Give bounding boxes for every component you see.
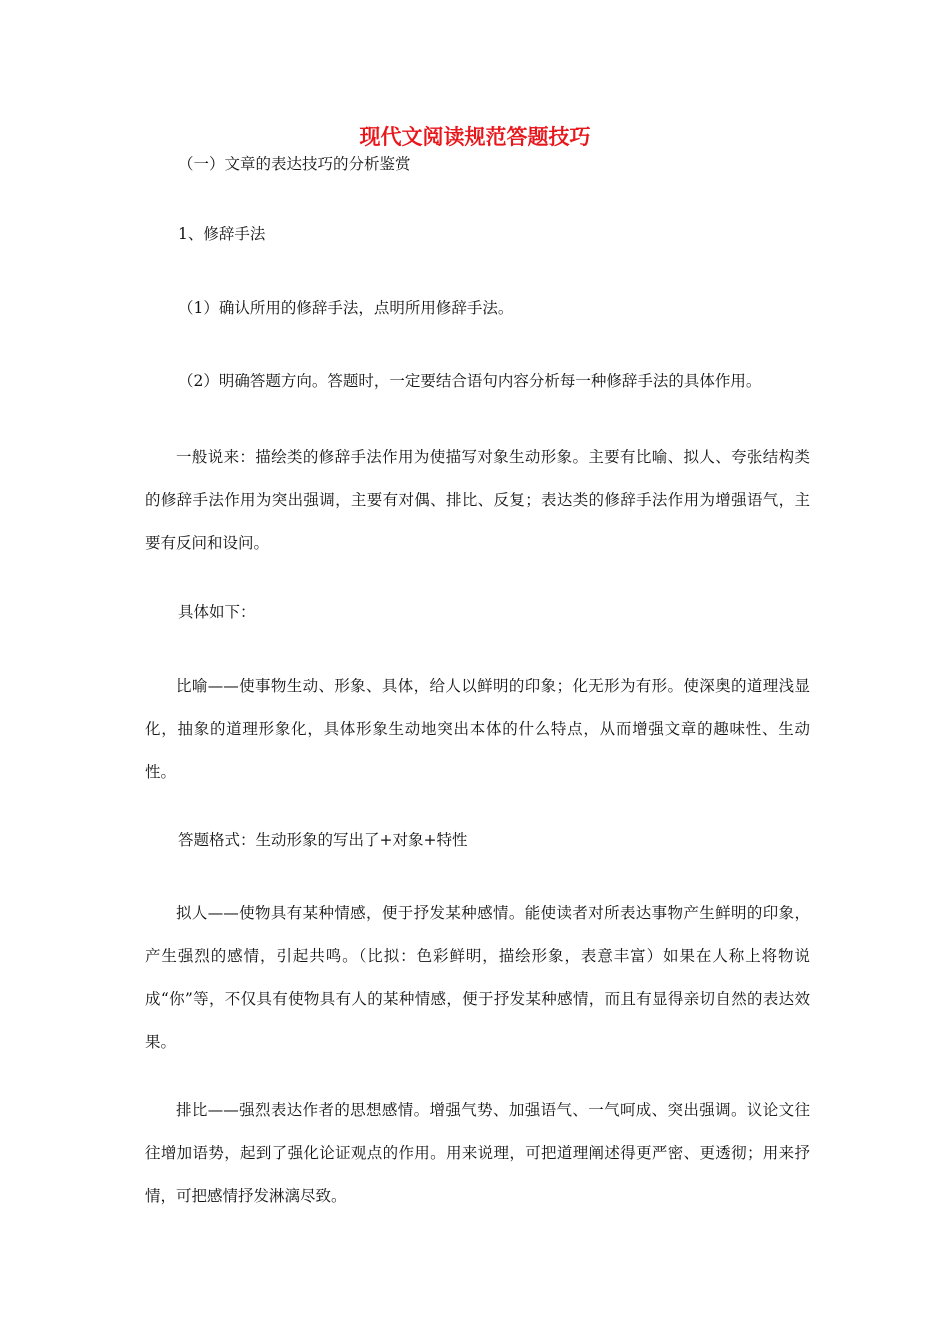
section-heading: （一）文章的表达技巧的分析鉴赏: [178, 155, 411, 173]
parallelism-paragraph: 排比——强烈表达作者的思想感情。增强气势、加强语气、一气呵成、突出强调。议论文往往增加语势，起到了强化论证观点的作用。用来说理，可把道理阐述得更严密、更透彻；用来抒情，可把感情抒发淋漓尽致。: [145, 1101, 810, 1205]
subsection-heading: 1、修辞手法: [178, 225, 266, 243]
general-paragraph: 一般说来：描绘类的修辞手法作用为使描写对象生动形象。主要有比喻、拟人、夸张结构类的修辞手法作用为突出强调，主要有对偶、排比、反复；表达类的修辞手法作用为增强语气，主要有反问和设问。: [145, 448, 810, 552]
step-1-paragraph: （1）确认所用的修辞手法，点明所用修辞手法。: [178, 299, 514, 317]
step-2-paragraph: （2）明确答题方向。答题时，一定要结合语句内容分析每一种修辞手法的具体作用。: [178, 372, 762, 390]
answer-format-paragraph: 答题格式：生动形象的写出了+对象+特性: [178, 831, 468, 849]
document-title: 现代文阅读规范答题技巧: [359, 124, 591, 149]
personification-paragraph: 拟人——使物具有某种情感，便于抒发某种感情。能使读者对所表达事物产生鲜明的印象，产生强烈的感情，引起共鸣。（比拟：色彩鲜明，描绘形象，表意丰富）如果在人称上将物说成“你”等，不仅具有使物具有人的某种情感，便于抒发某种感情，而且有显得亲切自然的表达效果。: [145, 904, 810, 1051]
metaphor-paragraph: 比喻——使事物生动、形象、具体，给人以鲜明的印象；化无形为有形。使深奥的道理浅显化，抽象的道理形象化，具体形象生动地突出本体的什么特点，从而增强文章的趣味性、生动性。: [145, 677, 810, 781]
details-intro-paragraph: 具体如下：: [178, 603, 256, 621]
